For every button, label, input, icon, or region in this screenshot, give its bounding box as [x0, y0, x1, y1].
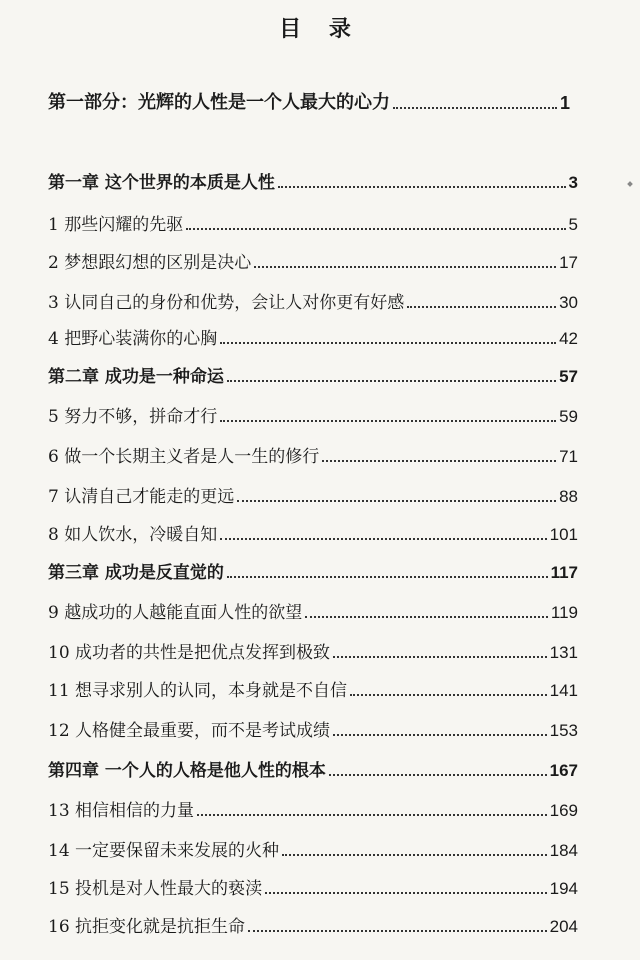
leader-dots — [333, 733, 547, 736]
toc-entry-label: 9 越成功的人越能直面人性的欲望 — [48, 603, 303, 623]
toc-entry-label: 15 投机是对人性最大的亵渎 — [48, 879, 263, 899]
leader-dots — [265, 891, 547, 894]
toc-entry-label: 5 努力不够，拼命才行 — [48, 407, 218, 427]
leader-dots — [333, 655, 547, 658]
toc-entry-page: 30 — [559, 293, 578, 312]
toc-entry-label: 第一章 这个世界的本质是人性 — [48, 173, 275, 193]
toc-entry-label: 1 那些闪耀的先驱 — [48, 215, 184, 235]
toc-entry-page: 17 — [559, 253, 578, 272]
leader-dots — [220, 341, 556, 344]
toc-entry-label: 4 把野心装满你的心胸 — [48, 329, 218, 349]
toc-entry-label: 12 人格健全最重要，而不是考试成绩 — [48, 721, 331, 741]
toc-section — [48, 442, 578, 467]
toc-entry-page: 59 — [559, 407, 578, 426]
toc-entry-page: 119 — [550, 603, 578, 622]
toc-entry-page: 101 — [549, 525, 578, 544]
leader-dots — [278, 185, 566, 188]
toc-entry-page: 153 — [549, 721, 578, 740]
toc-entry-page: 57 — [559, 367, 578, 386]
toc-entry-page: 88 — [559, 487, 578, 506]
leader-dots — [227, 379, 556, 382]
toc-section — [48, 288, 578, 313]
leader-dots — [197, 813, 547, 816]
toc-section — [48, 874, 578, 899]
toc-entry-page: 204 — [549, 917, 578, 936]
leader-dots — [227, 575, 548, 578]
toc-chapter — [48, 168, 578, 193]
toc-section — [48, 520, 578, 545]
toc-entry-page: 194 — [549, 879, 578, 898]
leader-dots — [254, 265, 556, 268]
toc-part-label: 第一部分：光辉的人性是一个人最大的心力 — [48, 92, 390, 113]
leader-dots — [407, 305, 556, 308]
toc-entry-label: 13 相信相信的力量 — [48, 801, 195, 821]
toc-entry-page: 3 — [568, 173, 578, 192]
toc-entry-label: 第四章 一个人的人格是他人性的根本 — [48, 761, 326, 781]
toc-entry-label: 3 认同自己的身份和优势，会让人对你更有好感 — [48, 293, 405, 313]
toc-chapter — [48, 558, 578, 583]
leader-dots — [322, 459, 556, 462]
toc-entry-label: 10 成功者的共性是把优点发挥到极致 — [48, 643, 331, 663]
toc-part-page: 1 — [559, 93, 570, 113]
leader-dots — [186, 227, 565, 230]
leader-dots — [350, 693, 547, 696]
leader-dots — [220, 419, 556, 422]
toc-entry-label: 2 梦想跟幻想的区别是决心 — [48, 253, 252, 273]
toc-entry-page: 167 — [549, 761, 578, 780]
leader-dots — [237, 499, 556, 502]
toc-section — [48, 210, 578, 235]
toc-entry-label: 8 如人饮水，冷暖自知 — [48, 525, 218, 545]
toc-entry-label: 16 抗拒变化就是抗拒生命 — [48, 917, 246, 937]
toc-section — [48, 638, 578, 663]
leader-dots — [282, 853, 547, 856]
toc-chapter — [48, 756, 578, 781]
leader-dots — [248, 929, 547, 932]
toc-entry-page: 117 — [550, 563, 578, 582]
toc-section — [48, 402, 578, 427]
toc-entry-page: 169 — [549, 801, 578, 820]
toc-entry-page: 42 — [559, 329, 578, 348]
toc-entry-page: 5 — [568, 215, 578, 234]
toc-entry-label: 第二章 成功是一种命运 — [48, 367, 224, 387]
toc-chapter — [48, 362, 578, 387]
toc-section — [48, 836, 578, 861]
toc-section — [48, 248, 578, 273]
toc-section — [48, 796, 578, 821]
toc-entry-page: 131 — [549, 643, 578, 662]
leader-dots — [220, 537, 546, 540]
toc-entry-label: 14 一定要保留未来发展的火种 — [48, 841, 280, 861]
page-title: 目 录 — [279, 16, 361, 42]
toc-entry-page: 184 — [549, 841, 578, 860]
toc-section — [48, 912, 578, 937]
toc-entry-label: 第三章 成功是反直觉的 — [48, 563, 224, 583]
toc-entry-page: 71 — [559, 447, 578, 466]
toc-section — [48, 676, 578, 701]
toc-section — [48, 324, 578, 349]
toc-section — [48, 482, 578, 507]
leader-dots — [305, 615, 548, 618]
toc-part — [48, 88, 570, 114]
toc-section — [48, 598, 578, 623]
scan-mark — [627, 181, 633, 187]
leader-dots — [393, 106, 557, 109]
toc-entry-page: 141 — [549, 681, 578, 700]
toc-entry-label: 11 想寻求别人的认同，本身就是不自信 — [48, 681, 348, 701]
toc-entry-label: 6 做一个长期主义者是人一生的修行 — [48, 447, 320, 467]
toc-section — [48, 716, 578, 741]
leader-dots — [329, 773, 547, 776]
toc-entry-label: 7 认清自己才能走的更远 — [48, 487, 235, 507]
